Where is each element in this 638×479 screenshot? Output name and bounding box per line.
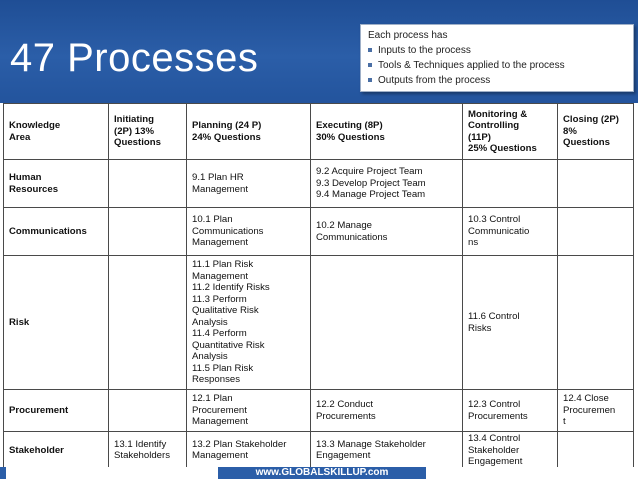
- row-label-procurement: [4, 390, 109, 432]
- table-cell: [109, 432, 187, 470]
- cell-text-line: 11.4 Perform: [192, 328, 247, 340]
- table-cell: [558, 208, 634, 256]
- cell-text-line: Executing (8P): [316, 120, 383, 131]
- cell-text-line: 11.3 Perform: [192, 293, 247, 305]
- cell-text-line: Procuremen: [563, 404, 616, 416]
- table-cell: [187, 208, 311, 256]
- process-table: [3, 103, 634, 470]
- cell-text-line: Communications: [316, 231, 388, 243]
- table-cell: [187, 256, 311, 390]
- row-label-risk: [4, 256, 109, 390]
- cell-text-line: 11.6 Control: [468, 311, 520, 322]
- table-row: [4, 256, 634, 390]
- table-cell: [558, 432, 634, 470]
- cell-text-line: 11.2 Identify Risks: [192, 282, 270, 294]
- cell-text-line: 12.4 Close: [563, 393, 609, 405]
- table-cell: [109, 208, 187, 256]
- row-label-human-resources: [4, 160, 109, 208]
- square-bullet-icon: [368, 63, 372, 67]
- callout-item: Tools & Techniques applied to the process: [368, 58, 627, 73]
- cell-text-line: 11.1 Plan Risk: [192, 259, 254, 271]
- table-cell: [311, 432, 463, 470]
- cell-text-line: 13.2 Plan Stakeholder: [192, 438, 287, 450]
- cell-text-line: Controlling: [468, 120, 520, 131]
- table-cell: [187, 160, 311, 208]
- cell-text-line: 13.3 Manage Stakeholder: [316, 438, 426, 450]
- table-cell: [558, 390, 634, 432]
- table-cell: [558, 256, 634, 390]
- table-cell: [109, 256, 187, 390]
- table-cell: [311, 208, 463, 256]
- column-header-monitoring-controlling: [463, 104, 558, 160]
- table-cell: [187, 390, 311, 432]
- column-header-planning: [187, 104, 311, 160]
- cell-text-line: 11.5 Plan Risk: [192, 362, 254, 374]
- cell-text-line: Analysis: [192, 316, 228, 328]
- cell-text-line: 10.1 Plan: [192, 214, 233, 226]
- cell-text-line: Communicatio: [468, 225, 530, 237]
- table-cell: [463, 432, 558, 470]
- table-header-row: [4, 104, 634, 160]
- cell-text-line: 9.3 Develop Project Team: [316, 177, 426, 189]
- cell-text-line: Closing (2P): [563, 114, 619, 126]
- cell-text-line: Resources: [9, 183, 59, 195]
- table-cell: [311, 160, 463, 208]
- cell-text-line: (11P): [468, 131, 491, 143]
- table-cell: [463, 256, 558, 390]
- cell-text-line: Responses: [192, 374, 240, 386]
- cell-text-line: 9.1 Plan HR: [192, 172, 244, 183]
- process-callout-box: [360, 24, 634, 92]
- cell-text-line: Engagement: [316, 450, 371, 462]
- cell-text-line: 13.4 Control: [468, 433, 521, 444]
- cell-text-line: 24% Questions: [192, 131, 261, 143]
- callout-heading: Each process has: [368, 30, 448, 41]
- table-cell: [311, 256, 463, 390]
- cell-text-line: t: [563, 416, 566, 428]
- cell-text-line: Questions: [563, 137, 610, 149]
- slide-title: 47 Processes: [10, 36, 259, 80]
- cell-text-line: Procurement: [192, 404, 247, 416]
- square-bullet-icon: [368, 48, 372, 52]
- cell-text-line: Management: [192, 270, 248, 282]
- cell-text-line: 10.3 Control: [468, 214, 521, 226]
- cell-text-line: Engagement: [468, 456, 523, 467]
- cell-text-line: 12.3 Control: [468, 399, 521, 410]
- cell-text-line: Risks: [468, 322, 492, 334]
- cell-text-line: Risk: [9, 316, 30, 328]
- cell-text-line: Procurements: [316, 410, 376, 422]
- cell-text-line: 25% Questions: [468, 143, 537, 154]
- callout-list: [368, 43, 627, 88]
- cell-text-line: Stakeholder: [9, 444, 64, 456]
- cell-text-line: 9.2 Acquire Project Team: [316, 166, 423, 178]
- table-cell: [109, 160, 187, 208]
- cell-text-line: 30% Questions: [316, 131, 385, 143]
- cell-text-line: Monitoring &: [468, 108, 528, 120]
- column-header-knowledge-area: [4, 104, 109, 160]
- cell-text-line: Questions: [114, 137, 161, 149]
- row-label-communications: [4, 208, 109, 256]
- cell-text-line: Initiating: [114, 114, 154, 126]
- cell-text-line: 10.2 Manage: [316, 220, 373, 231]
- cell-text-line: 8%: [563, 125, 577, 137]
- cell-text-line: 9.4 Manage Project Team: [316, 189, 426, 201]
- cell-text-line: (2P) 13%: [114, 125, 154, 137]
- cell-text-line: Communications: [192, 225, 264, 237]
- cell-text-line: Management: [192, 237, 248, 249]
- table-row: [4, 432, 634, 470]
- callout-item: Inputs to the process: [368, 43, 627, 58]
- table-cell: [558, 160, 634, 208]
- table-row: [4, 208, 634, 256]
- square-bullet-icon: [368, 78, 372, 82]
- column-header-initiating: [109, 104, 187, 160]
- cell-text-line: Planning (24 P): [192, 120, 262, 131]
- cell-text-line: Management: [192, 183, 248, 195]
- table-cell: [311, 390, 463, 432]
- cell-text-line: Qualitative Risk: [192, 305, 259, 317]
- cell-text-line: Management: [192, 416, 248, 428]
- cell-text-line: Procurements: [468, 410, 528, 422]
- cell-text-line: Knowledge: [9, 120, 61, 131]
- cell-text-line: 12.2 Conduct: [316, 399, 374, 410]
- cell-text-line: Procurement: [9, 404, 69, 416]
- cell-text-line: Management: [192, 450, 248, 462]
- table-cell: [187, 432, 311, 470]
- cell-text-line: ns: [468, 237, 479, 249]
- cell-text-line: Stakeholders: [114, 450, 170, 462]
- cell-text-line: Analysis: [192, 351, 228, 363]
- table-cell: [109, 390, 187, 432]
- row-label-stakeholder: [4, 432, 109, 470]
- table-row: [4, 390, 634, 432]
- cell-text-line: 13.1 Identify: [114, 438, 167, 450]
- cell-text-line: Communications: [9, 225, 87, 237]
- callout-item: Outputs from the process: [368, 73, 627, 88]
- cell-text-line: 12.1 Plan: [192, 393, 233, 405]
- cell-text-line: Stakeholder: [468, 444, 520, 456]
- table-cell: [463, 160, 558, 208]
- table-row: [4, 160, 634, 208]
- cell-text-line: Human: [9, 172, 42, 183]
- table-cell: [463, 390, 558, 432]
- column-header-closing: [558, 104, 634, 160]
- slide-header: [0, 0, 638, 103]
- column-header-executing: [311, 104, 463, 160]
- footer-accent-bar: [0, 467, 6, 479]
- table-cell: [463, 208, 558, 256]
- cell-text-line: Quantitative Risk: [192, 339, 265, 351]
- footer-url[interactable]: www.GLOBALSKILLUP.com: [218, 467, 426, 479]
- cell-text-line: Area: [9, 131, 31, 143]
